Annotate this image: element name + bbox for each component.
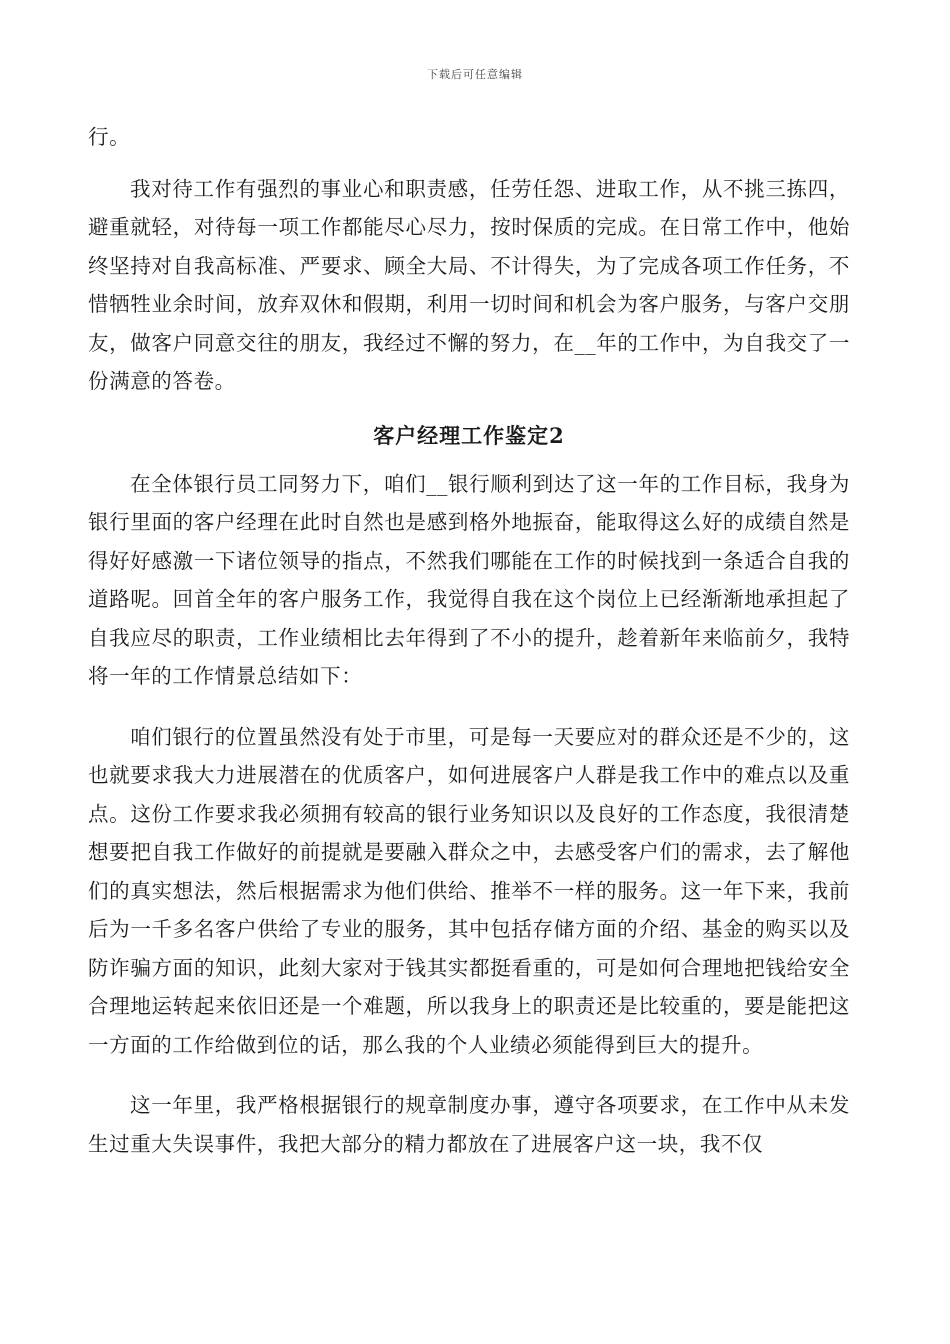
continuation-text: 行。	[88, 125, 131, 149]
document-body	[88, 118, 850, 1163]
section-title: 客户经理工作鉴定2	[373, 422, 565, 448]
paragraph-2: 在全体银行员工同努力下，咱们__银行顺利到达了这一年的工作目标，我身为银行里面的客户经理在此时自然也是感到格外地振奋，能取得这么好的成绩自然是得好好感激一下诸位领导的指点，不然我们哪能在工作的时候找到一条适合自我的道路呢。回首全年的客户服务工作，我觉得自我在这个岗位上已经渐渐地承担起了自我应尽的职责，工作业绩相比去年得到了不小的提升，趁着新年来临前夕，我特将一年的工作情景总结如下：	[88, 471, 850, 688]
paragraph-3: 咱们银行的位置虽然没有处于市里，可是每一天要应对的群众还是不少的，这也就要求我大力进展潜在的优质客户，如何进展客户人群是我工作中的难点以及重点。这份工作要求我必须拥有较高的银行业务知识以及良好的工作态度，我很清楚想要把自我工作做好的前提就是要融入群众之中，去感受客户们的需求，去了解他们的真实想法，然后根据需求为他们供给、推举不一样的服务。这一年下来，我前后为一千多名客户供给了专业的服务，其中包括存储方面的介绍、基金的购买以及防诈骗方面的知识，此刻大家对于钱其实都挺看重的，可是如何合理地把钱给安全合理地运转起来依旧还是一个难题，所以我身上的职责还是比较重的，要是能把这一方面的工作给做到位的话，那么我的个人业绩必须能得到巨大的提升。	[88, 724, 850, 1057]
paragraph-1: 我对待工作有强烈的事业心和职责感，任劳任怨、进取工作，从不挑三拣四，避重就轻，对待每一项工作都能尽心尽力，按时保质的完成。在日常工作中，他始终坚持对自我高标准、严要求、顾全大局、不计得失，为了完成各项工作任务，不惜牺牲业余时间，放弃双休和假期，利用一切时间和机会为客户服务，与客户交朋友，做客户同意交往的朋友，我经过不懈的努力，在__年的工作中，为自我交了一份满意的答卷。	[88, 176, 850, 393]
page-header-note: 下载后可任意编辑	[427, 68, 523, 81]
paragraph-4: 这一年里，我严格根据银行的规章制度办事，遵守各项要求，在工作中从未发生过重大失误事件，我把大部分的精力都放在了进展客户这一块，我不仅	[88, 1093, 850, 1156]
